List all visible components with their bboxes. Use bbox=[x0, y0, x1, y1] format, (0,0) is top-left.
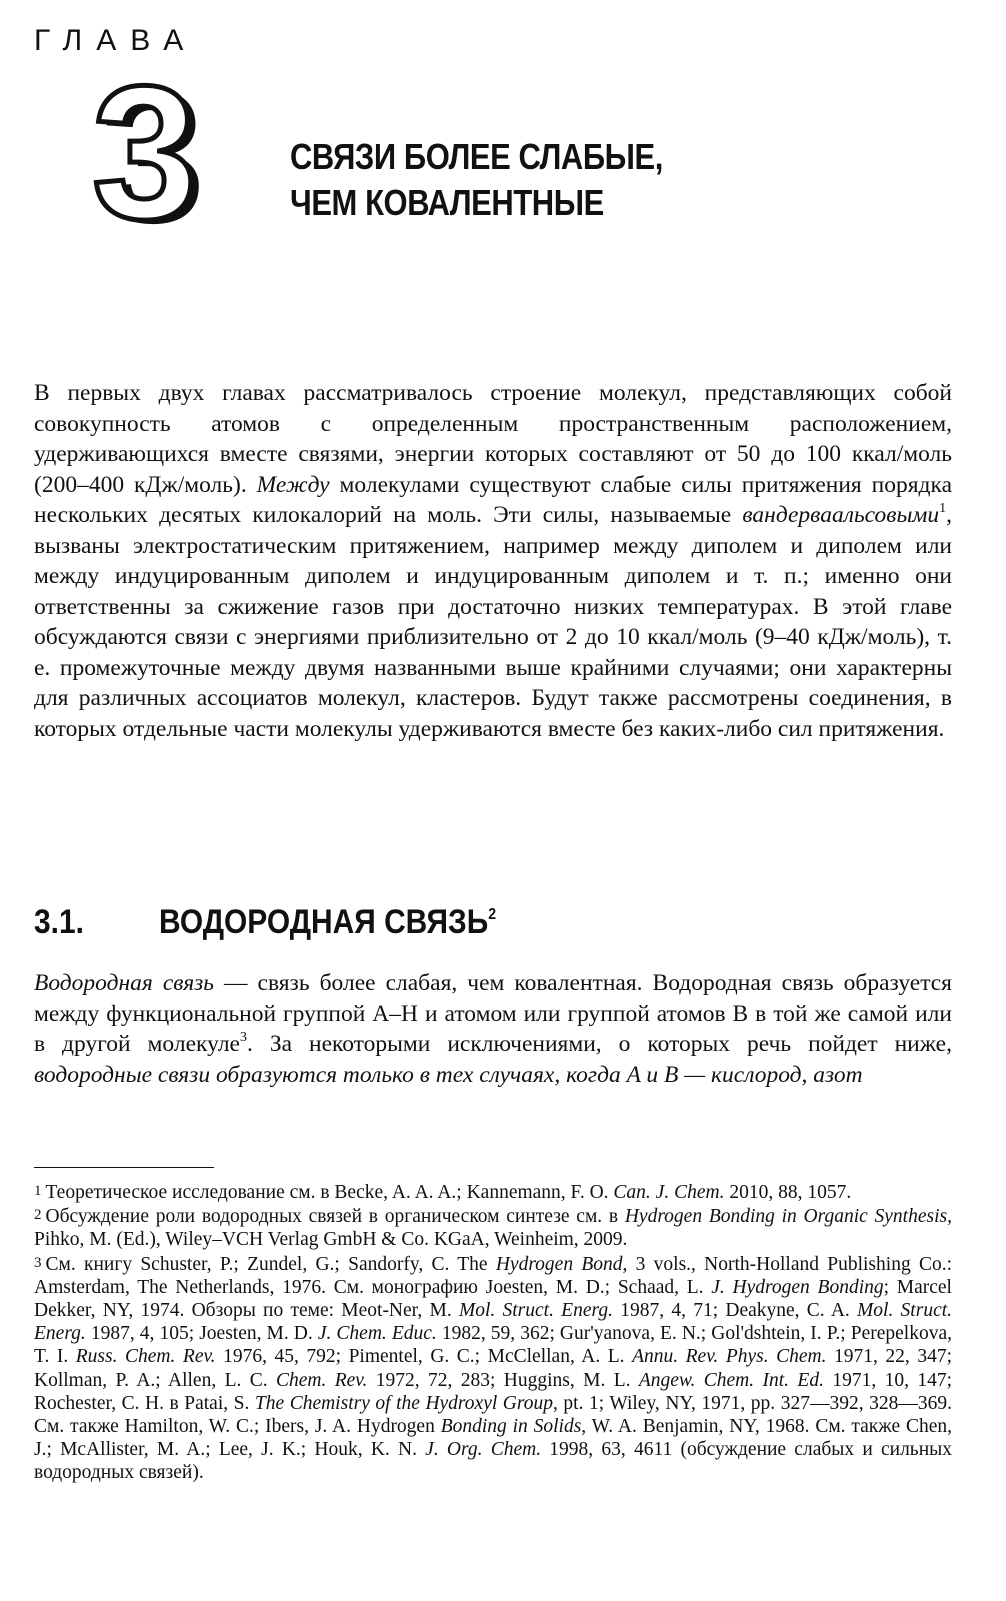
footnote-ref-1: 1 bbox=[939, 501, 947, 516]
chapter-title bbox=[290, 134, 663, 226]
footnote-1-journal: Can. J. Chem. bbox=[613, 1182, 725, 1203]
footnote-3-title: Mol. Struct. Energ. bbox=[458, 1300, 613, 1322]
chapter-title-line-2: ЧЕМ КОВАЛЕНТНЫЕ bbox=[290, 182, 604, 223]
section-heading bbox=[34, 895, 496, 942]
footnote-3-text: 1972, 72, 283; Huggins, M. L. bbox=[367, 1369, 639, 1391]
footnote-3-text: 1987, 4, 105; Joesten, M. D. bbox=[85, 1323, 318, 1345]
footnote-3-title: Russ. Chem. Rev. bbox=[75, 1346, 216, 1368]
footnote-3-number: 3 bbox=[34, 1254, 42, 1271]
section-number: 3.1. bbox=[34, 903, 84, 941]
footnote-1-text: Теоретическое исследование см. в Becke, A. A. A.; Kannemann, F. O. bbox=[45, 1182, 614, 1203]
footnote-3-text: , pt. 1; Wiley, NY, 1971, pp. 327—392, 328—369. См. также Hamilton, W. C.; Ibers, J. A. Hydrogen bbox=[34, 1392, 952, 1438]
footnotes bbox=[34, 1180, 952, 1485]
footnote-3-text: 1976, 45, 792; Pimentel, G. C.; McClellan, A. L. bbox=[215, 1346, 633, 1368]
section-text-2: . За некоторыми исключениями, о которых речь пойдет ниже, bbox=[246, 1031, 952, 1057]
section-paragraph bbox=[34, 968, 952, 1090]
intro-emphasis-between: Между bbox=[256, 471, 330, 498]
intro-text-2: молекулами существуют слабые силы притяжения порядка нескольких десятых килокалорий на моль. Эти силы, называемые bbox=[34, 471, 952, 528]
footnote-3-text: ; Marcel Dekker, NY, 1974. Обзоры по теме: Meot-Ner, M. bbox=[34, 1276, 952, 1322]
footnote-2 bbox=[34, 1204, 952, 1251]
section-emphasis: водородные связи образуются только в тех случаях, когда A и B — кислород, азот bbox=[34, 1061, 863, 1088]
footnote-3-text: 1987, 4, 71; Deakyne, C. A. bbox=[613, 1300, 858, 1322]
footnote-3-text: 1982, 59, 362; Gur'yanova, E. N.; Gol'dshtein, I. P.; Perepelkova, T. I. bbox=[34, 1323, 952, 1368]
footnote-divider bbox=[34, 1167, 214, 1168]
footnote-2-book: Hydrogen Bonding in Organic Synthesis bbox=[624, 1206, 948, 1228]
footnote-ref-2: 2 bbox=[488, 906, 497, 923]
footnote-3-text: 1971, 10, 147; Rochester, C. H. в Patai, S. bbox=[34, 1369, 952, 1414]
section-title: ВОДОРОДНАЯ СВЯЗЬ bbox=[158, 903, 489, 941]
footnote-3-title: Hydrogen Bond bbox=[495, 1253, 623, 1275]
footnote-ref-3: 3 bbox=[239, 1030, 247, 1045]
footnote-3 bbox=[34, 1252, 952, 1485]
section-term: Водородная связь bbox=[34, 970, 214, 996]
chapter-label: ГЛАВА bbox=[34, 24, 198, 57]
footnote-3-text: , W. A. Benjamin, NY, 1968. См. также Chen, J.; McAllister, M. A.; Lee, J. K.; Houk, K. N. bbox=[34, 1416, 953, 1461]
chapter-title-line-1: СВЯЗИ БОЛЕЕ СЛАБЫЕ, bbox=[290, 136, 663, 177]
section-text-1: — связь более слабая, чем ковалентная. Водородная связь образуется между функциональной группой A–H и атомом или группой атомов B в той же самой или в другой молекуле bbox=[34, 970, 952, 1057]
chapter-number: 3 bbox=[92, 47, 198, 259]
footnote-3-text: 1971, 22, 347; Kollman, P. A.; Allen, L. C. bbox=[34, 1346, 952, 1391]
footnote-1 bbox=[34, 1180, 952, 1204]
footnote-3-text: 1998, 63, 4611 (обсуждение слабых и сильных водородных связей). bbox=[34, 1439, 952, 1484]
intro-text-1: В первых двух главах рассматривалось строение молекул, представляющих собой совокупность атомов с определенным пространственным расположением, удерживающихся вместе связями, энергии которых составляют от 50 до 100 ккал/моль (200–400 кДж/моль). bbox=[34, 380, 952, 498]
footnote-3-title: J. Chem. Educ. bbox=[317, 1323, 437, 1345]
footnote-3-title: Chem. Rev. bbox=[276, 1369, 368, 1391]
footnote-3-title: Bonding in Solids bbox=[440, 1416, 582, 1438]
intro-emphasis-vdw: вандерваальсовыми bbox=[742, 502, 940, 528]
footnote-3-title: The Chemistry of the Hydroxyl Group bbox=[254, 1392, 553, 1414]
intro-paragraph bbox=[34, 378, 952, 744]
footnote-2-text-2: , Pihko, M. (Ed.), Wiley–VCH Verlag GmbH & Co. KGaA, Weinheim, 2009. bbox=[34, 1206, 952, 1251]
footnote-3-text: , 3 vols., North-Holland Publishing Co.: Amsterdam, The Netherlands, 1976. См. монографию Joesten, M. D.; Schaad, L. bbox=[34, 1253, 953, 1298]
footnote-3-text: См. книгу Schuster, P.; Zundel, G.; Sandorfy, C. The bbox=[45, 1253, 496, 1275]
footnote-3-title: Mol. Struct. Energ. bbox=[34, 1300, 953, 1345]
footnote-3-title: J. Org. Chem. bbox=[425, 1439, 542, 1461]
footnote-2-text: Обсуждение роли водородных связей в органическом синтезе см. в bbox=[45, 1206, 625, 1228]
intro-text-3: , вызваны электростатическим притяжением, например между диполем и диполем или между индуцированным диполем и индуцированным диполем и т. п.; именно они ответственны за сжижение газов при достаточно низких температурах. В этой главе обсуждаются связи с энергиями приблизительно от 2 до 10 ккал/моль (9–40 кДж/моль), т. е. промежуточные между двумя названными выше крайними случаями; они характерны для различных ассоциатов молекул, кластеров. Будут также рассмотрены соединения, в которых отдельные части молекулы удерживаются вместе без каких-либо сил притяжения. bbox=[34, 502, 952, 742]
footnote-1-text-2: 2010, 88, 1057. bbox=[724, 1182, 852, 1203]
footnote-2-number: 2 bbox=[34, 1207, 42, 1224]
footnote-3-title: Angew. Chem. Int. Ed. bbox=[638, 1369, 824, 1391]
footnote-1-number: 1 bbox=[34, 1183, 42, 1199]
footnote-3-title: Annu. Rev. Phys. Chem. bbox=[632, 1346, 827, 1368]
footnote-3-title: J. Hydrogen Bonding bbox=[711, 1276, 884, 1298]
